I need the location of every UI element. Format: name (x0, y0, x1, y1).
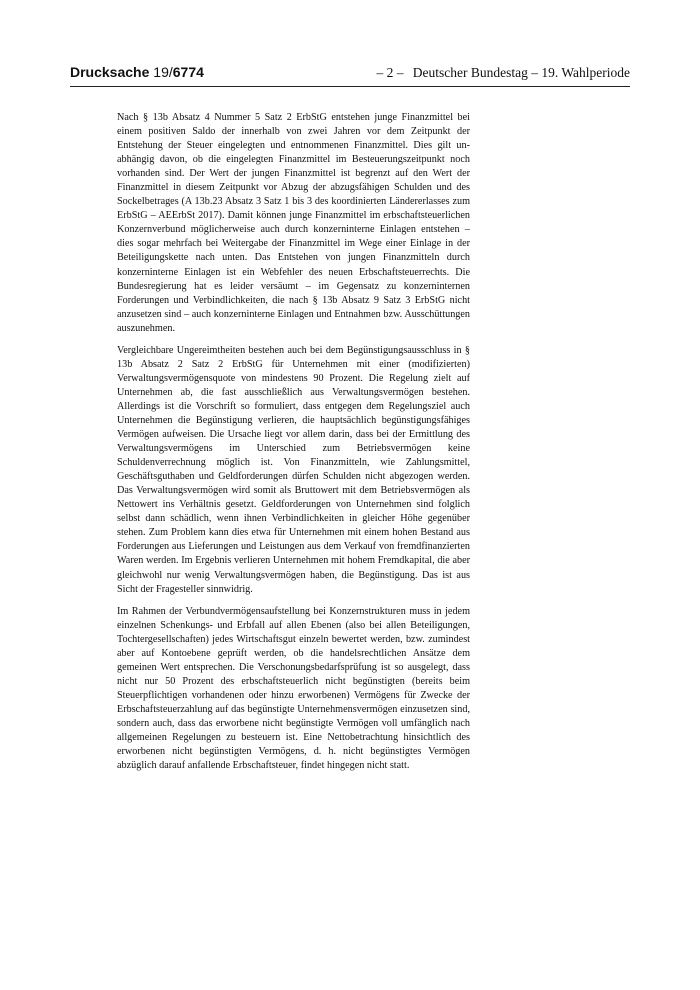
paragraph: Vergleichbare Ungereimtheiten bestehen auch bei dem Begünstigungsausschluss in § 13b Absatz 2 Satz 2 ErbStG für Unternehmen mit einer (modifizierten) Verwaltungsvermögensquote von mindestens 90 Prozent. Die Regelung zielt auf Unternehmen ab, die fast ausschließlich aus Verwaltungsvermögen bestehen. Allerdings ist die Vorschrift so formuliert, dass entgegen dem Regelungsziel auch Unternehmen die Begünstigung verlieren, die hauptsächlich begünstigungsfähiges Vermögen aufweisen. Die Ursache liegt vor allem darin, dass bei der Ermittlung des Verwaltungsvermögens im Unterschied zum Betriebsvermögen keine Schuldenverrechnung möglich ist. Von Finanzmitteln, wie Zahlungsmittel, Geschäftsguthaben und Geldforderungen dürfen Schulden nicht abgezogen werden. Das Verwaltungsvermögen wird somit als Bruttowert mit dem Betriebsvermögen als Nettowert ins Verhältnis gesetzt. Geldforderungen von Unternehmen sind folglich selbst dann schädlich, wenn ihnen Verbindlichkeiten in gleicher Höhe gegenüber stehen. Zum Problem kann dies etwa für Unternehmen mit einem hohen Bestand aus Forderungen aus Lieferungen und Leistungen aus dem Verkauf von fremdfinanzierten Waren werden. Im Ergebnis verlieren Unternehmen mit hohem Fremdkapital, die aber gleichwohl nur wenig Verwaltungsvermögen haben, die Begünstigung. Das ist aus Sicht der Fragesteller sinnwidrig. (117, 344, 470, 595)
paragraph: Im Rahmen der Verbundvermögensaufstellung bei Konzernstrukturen muss in jedem einzelnen Schenkungs- und Erbfall auf allen Ebenen (also bei allen Beteiligungen, Tochtergesellschaften) jedes Wirtschaftsgut einzeln bewertet werden, bzw. zumindest aber auf Kontoebene geprüft werden, ob die handelsrechtlichen Ansätze dem gemeinen Wert entsprechen. Die Verschonungsbedarfsprüfung ist so ausgelegt, dass nicht nur 50 Prozent des erbschaftsteuerlich nicht begünstigten (bereits beim Steuerpflichtigen vorhandenen oder hinzu erworbenen) Vermögens für Zwecke der Erbschaftsteuerzahlung auf das begünstigte Unternehmensvermögen einzusetzen sind, sondern auch, dass das erworbene nicht begünstigte Vermögen voll umfänglich nach allgemeinen Regelungen zu besteuern ist. Eine Nettobetrachtung hinsichtlich des erworbenen nicht begünstigten Vermögens, d. h. nicht begünstigtes Vermögen abzüglich darauf anfallende Erbschaftsteuer, findet hingegen nicht statt. (117, 605, 470, 772)
document-body (117, 111, 470, 781)
header-divider (70, 86, 630, 87)
page-header (70, 64, 630, 84)
page-number: – 2 – (376, 65, 404, 80)
document-label: Drucksache (70, 64, 150, 80)
document-period: 19/ (153, 64, 173, 80)
institution-name: Deutscher Bundestag – 19. Wahlperiode (412, 65, 630, 80)
document-number: 6774 (172, 64, 204, 80)
document-id (70, 64, 204, 80)
paragraph: Nach § 13b Absatz 4 Nummer 5 Satz 2 ErbStG entstehen junge Finanzmittel bei einem positiven Saldo der innerhalb von zwei Jahren vor dem Zeitpunkt der Entstehung der Steuer eingelegten und entnommenen Finanzmittel. Dies gilt unabhängig davon, ob die eingelegten Finanzmittel im Besteuerungszeitpunkt noch vorhanden sind. Der Wert der jungen Finanzmittel ist begrenzt auf den Wert der Finanzmittel in diesem Zeitpunkt vor Abzug der abzugsfähigen Schulden und des Sockelbetrages (A 13b.23 Absatz 3 Satz 1 bis 3 des koordinierten Ländererlasses zum ErbStG – AEErbSt 2017). Damit können junge Finanzmittel im erbschaftsteuerlichen Konzernverbund möglicherweise auch durch konzerninterne Einlagen entstehen – dies sogar mehrfach bei Weitergabe der Finanzmittel im Wege einer Einlage in der Beteiligungskette nach unten. Das Entstehen von jungen Finanzmitteln durch konzerninterne Einlagen ist ein Webfehler des neuen Erbschaftsteuerrechts. Die Bundesregierung hat es leider versäumt – im Gegensatz zu konzerninternen Forderungen und Verbindlichkeiten, die nach § 13b Absatz 9 Satz 3 ErbStG nicht anzusetzen sind – auch konzerninterne Einlagen und Entnahmen bzw. Ausschüttungen auszunehmen. (117, 112, 470, 334)
